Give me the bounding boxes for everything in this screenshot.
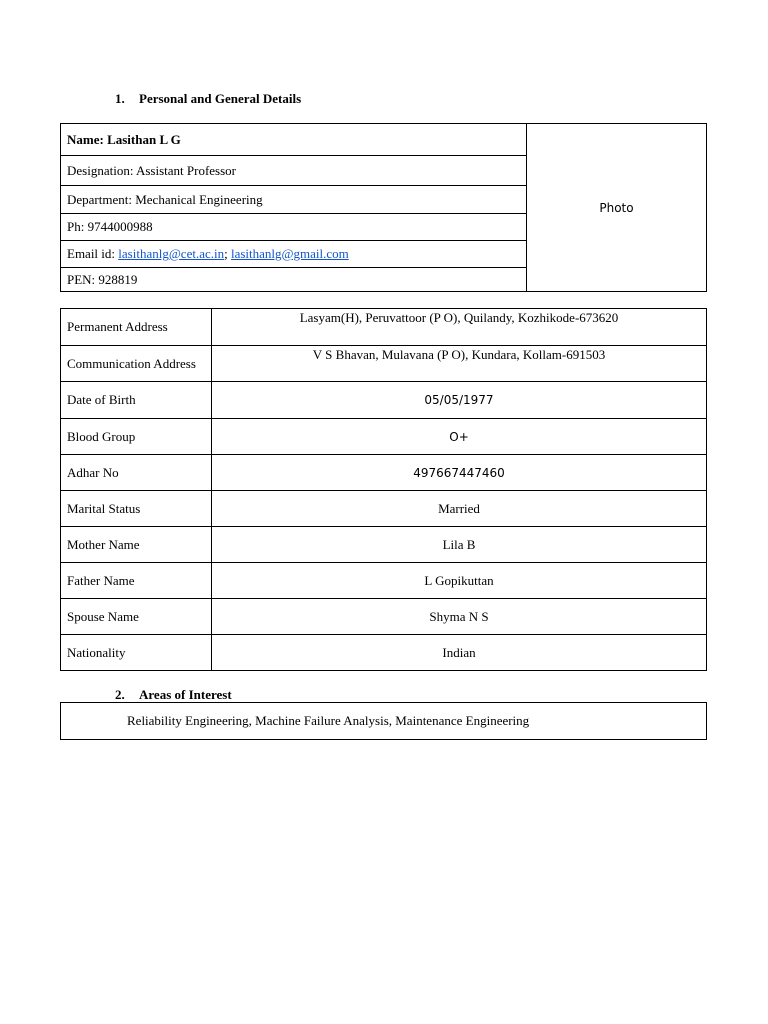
detail-label: Spouse Name [61,599,212,634]
detail-label: Permanent Address [61,309,212,345]
email-link-primary[interactable]: lasithanlg@cet.ac.in [118,246,225,261]
detail-row [61,599,706,635]
email-separator: ; [224,246,228,261]
detail-value: V S Bhavan, Mulavana (P O), Kundara, Kollam-691503 [312,347,606,362]
interests-box [60,702,707,740]
photo-placeholder [527,124,706,291]
email-link-secondary[interactable]: lasithanlg@gmail.com [230,246,349,261]
department-text: Department: Mechanical Engineering [67,191,263,207]
photo-label: Photo [599,200,634,215]
pen-text: PEN: 928819 [67,271,138,287]
detail-value: Married [438,500,480,516]
detail-row [61,309,706,346]
detail-label: Father Name [61,563,212,598]
detail-row [61,635,706,670]
detail-value: O+ [449,429,469,444]
detail-label: Mother Name [61,527,212,562]
designation-row [61,156,526,186]
interests-text: Reliability Engineering, Machine Failure Analysis, Maintenance Engineering [127,713,530,728]
detail-row [61,491,706,527]
detail-label: Date of Birth [61,382,212,418]
detail-value: Indian [442,644,476,660]
section-number: 2. [115,687,125,702]
pen-row [61,268,526,291]
detail-row [61,419,706,455]
detail-label: Marital Status [61,491,212,526]
detail-value: Lila B [442,536,476,552]
detail-label: Nationality [61,635,212,670]
department-row [61,186,526,214]
detail-value: Shyma N S [429,608,489,624]
email-row [61,241,526,268]
detail-row [61,527,706,563]
section-heading-personal-details [115,91,301,107]
email-label: Email id: [67,246,116,261]
details-table [60,308,707,671]
name-label: Name: [67,131,104,147]
name-row [61,124,526,156]
section-title: Areas of Interest [139,687,232,702]
detail-row [61,455,706,491]
name-value: Lasithan L G [107,131,181,147]
phone-text: Ph: 9744000988 [67,219,153,234]
detail-value: 05/05/1977 [424,393,494,407]
detail-label: Blood Group [61,419,212,454]
detail-row [61,346,706,382]
section-number: 1. [115,91,125,106]
detail-value: L Gopikuttan [424,572,494,588]
detail-row [61,563,706,599]
profile-info-column [61,124,527,291]
phone-row [61,214,526,241]
section-title: Personal and General Details [139,91,302,106]
detail-label: Communication Address [61,346,212,381]
detail-value: 497667447460 [413,465,505,480]
designation-text: Designation: Assistant Professor [67,162,236,178]
detail-value: Lasyam(H), Peruvattoor (P O), Quilandy, Kozhikode-673620 [299,310,619,325]
profile-table [60,123,707,292]
detail-row [61,382,706,419]
section-heading-areas-of-interest [115,687,232,703]
detail-label: Adhar No [61,455,212,490]
